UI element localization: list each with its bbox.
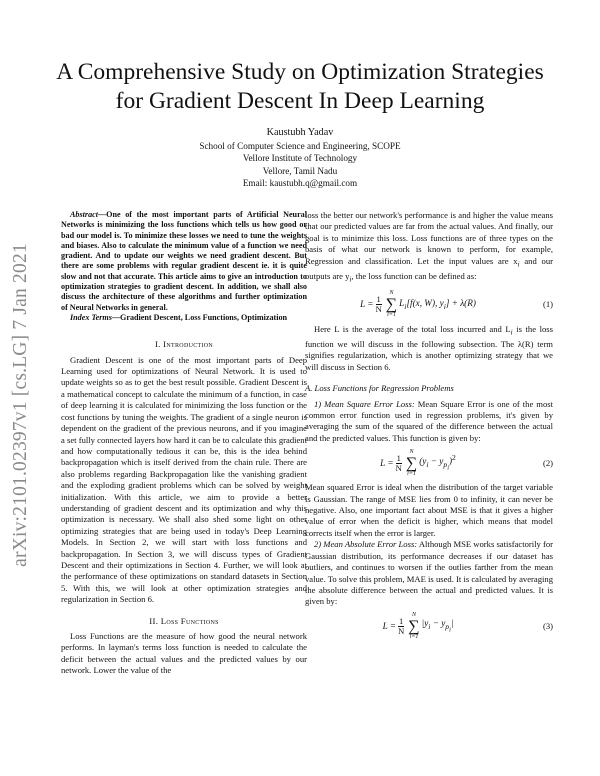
equation-2-number: (2) (542, 457, 553, 468)
arxiv-stamp (1, 220, 41, 590)
mae-paragraph (305, 539, 553, 607)
mae-text: Although MSE works satisfactorily for Gaussian distribution, its performance decreases if our dataset has outliers, and continues to worsen if the outlies farther from the mean value. To solve this problem, MAE is used. It is calculated by averaging the absolute difference between the actual and predicted values. It is given by: (305, 539, 553, 607)
equation-3: L = $\frac{1}{N}$ N ∑ i=1 $|y_i - y_{p_i}|$ (3) (382, 612, 553, 641)
mse-text: Mean Square Error is one of the most common error function used in regression problems, it's given by averaging the sum of the squared of the difference between the actual and the predicted values. This function is given by: (305, 398, 553, 443)
equation-3-number: (3) (542, 621, 553, 632)
author-institute: Vellore Institute of Technology (242, 153, 358, 164)
index-terms (61, 313, 307, 323)
introduction-paragraph: Gradient Descent is one of the most important parts of Deep Learning used for optimizations of Neural Network. It is used to update weights so as to get the best result possible. Gradient Descent is a mathematical concept to calculate the minimum of a function, in case of deep learning it is calculated for minimizing the loss function or the cost functions by tuning the weights. The gradient of a single neuron is dependent on the gradient of the previous neurons, and if you imagine a set fully connected layers how hard it can be to calculate this gradient and how computationally tedious it can be, this is the idea behind backpropagation which is itself derived from the chain rule. There are also problems regarding Backpropagation like the vanishing gradient and the exploding gradient problems which can be solved by weight initialization. With this article, we aim to provide a better understanding of gradient descent and its optimization and why this optimization is necessary. We shall also shed some light on other optimizing strategies that are being used in today's Deep Learning Models. In Section 2, we will start with loss functions and backpropagation. In Section 3, we will discuss types of Gradient Descent and their optimizations in Section 4. Further, we will look at the performance of these optimizations on standard datasets in Section 5. With this, we will look at other optimization strategies and regularization in Section 6. (61, 354, 307, 605)
loss-continuation-text: loss the better our network's performance is and higher the value means that our predicted values are far from the actual values. And finally, our goal is to minimize this loss. Loss functions are of three types on the basis of what our network is known to perform, for example, Regression and classification. Let the input values are x (305, 210, 553, 266)
loss-continuation-text-3: , the loss function can be defined as: (351, 270, 477, 281)
loss-continuation-text-2: and our outputs are y (305, 255, 553, 281)
abstract-text: —One of the most important parts of Artificial Neural Networks is minimizing the loss functions which tells us how good or bad our model is. To minimize these losses we need to tune the weights and biases. Also to calculate the minimum value of a function we need gradient. And to update our weights we need gradient descent. But there are some problems with regular gradient descent ie. it is quite slow and not that accurate. This article aims to give an introduction to optimization strategies to gradient descent. In addition, we shall also discuss the architecture of these algorithms and further optimization of Neural Networks in general. (61, 210, 307, 312)
left-column (61, 210, 307, 677)
author-affiliation: School of Computer Science and Engineering, SCOPE (199, 141, 401, 152)
mae-label: 2) Mean Absolute Error Loss: (314, 539, 418, 550)
loss-continuation-paragraph: loss the better our network's performance is and higher the value means that our predicted values are far from the actual values. And finally, our goal is to minimize this loss. Loss functions are of three types on the basis of what our network is known to perform, for example, Regression and classification. Let the input values are $x_i$ and our outputs are $y_i$, the loss function can be defined as: (305, 210, 553, 284)
mse-explanation-paragraph: Mean squared Error is ideal when the distribution of the target variable is Gaussian. The range of MSE lies from 0 to infinity, it can never be negative. Also, one important fact about MSE is that it gives a higher value of error when the deficit is higher, which means that model corrects itself when the error is larger. (305, 482, 553, 538)
eq1-explanation-text: Here L is the average of the total loss incurred and L (314, 323, 511, 334)
abstract-label: Abstract (70, 210, 98, 219)
author-name: Kaustubh Yadav (266, 127, 334, 138)
author-location: Vellore, Tamil Nadu (262, 165, 338, 176)
abstract (61, 210, 307, 313)
right-column (305, 210, 553, 646)
eq1-explanation: Here L is the average of the total loss incurred and $L_i$ is the loss function we will discuss in the following subsection. The λ(R) term signifies regularization, which is another optimizing strategy that we will discuss in Section 6. (305, 323, 553, 372)
author-email: Email: kaustubh.q@gmail.com (242, 177, 358, 188)
title-line-1: A Comprehensive Study on Optimization Strategies (56, 59, 544, 85)
index-terms-label: Index Terms (70, 312, 112, 322)
equation-1-number: (1) (542, 299, 553, 310)
arxiv-stamp-text: arXiv:2101.02397v1 [cs.LG] 7 Jan 2021 (10, 243, 31, 567)
subsection-heading-regression: A. Loss Functions for Regression Problems (305, 383, 454, 394)
eq1-explanation-text-2: is the loss function we will discuss in the following subsection. The λ(R) term signifies regularization, which is another optimizing strategy that we will discuss in Section 6. (305, 323, 553, 372)
section-heading-introduction: I. Introduction (154, 339, 214, 350)
mse-label: 1) Mean Square Error Loss: (314, 398, 415, 409)
author-block (100, 127, 500, 189)
equation-1: L = $\frac{1}{N}$ N ∑ i=1 $L_i[f(x$, W), $y_i] + \lambda(R)$ (1) (360, 290, 553, 319)
mse-paragraph (305, 399, 553, 445)
index-terms-text: —Gradient Descent, Loss Functions, Optimization (111, 312, 288, 322)
title-line-2: for Gradient Descent In Deep Learning (115, 88, 485, 114)
section-heading-loss-functions: II. Loss Functions (149, 615, 219, 626)
equation-2: L = $\frac{1}{N}$ N ∑ i=1 $(y_i - y_{p_i})^2$ (2) (380, 448, 553, 477)
loss-functions-paragraph: Loss Functions are the measure of how good the neural network performs. In layman's terms loss function is needed to calculate the deficit between the actual values and the predicted values by our network. Lower the value of the (61, 631, 307, 676)
paper-title (40, 58, 560, 116)
